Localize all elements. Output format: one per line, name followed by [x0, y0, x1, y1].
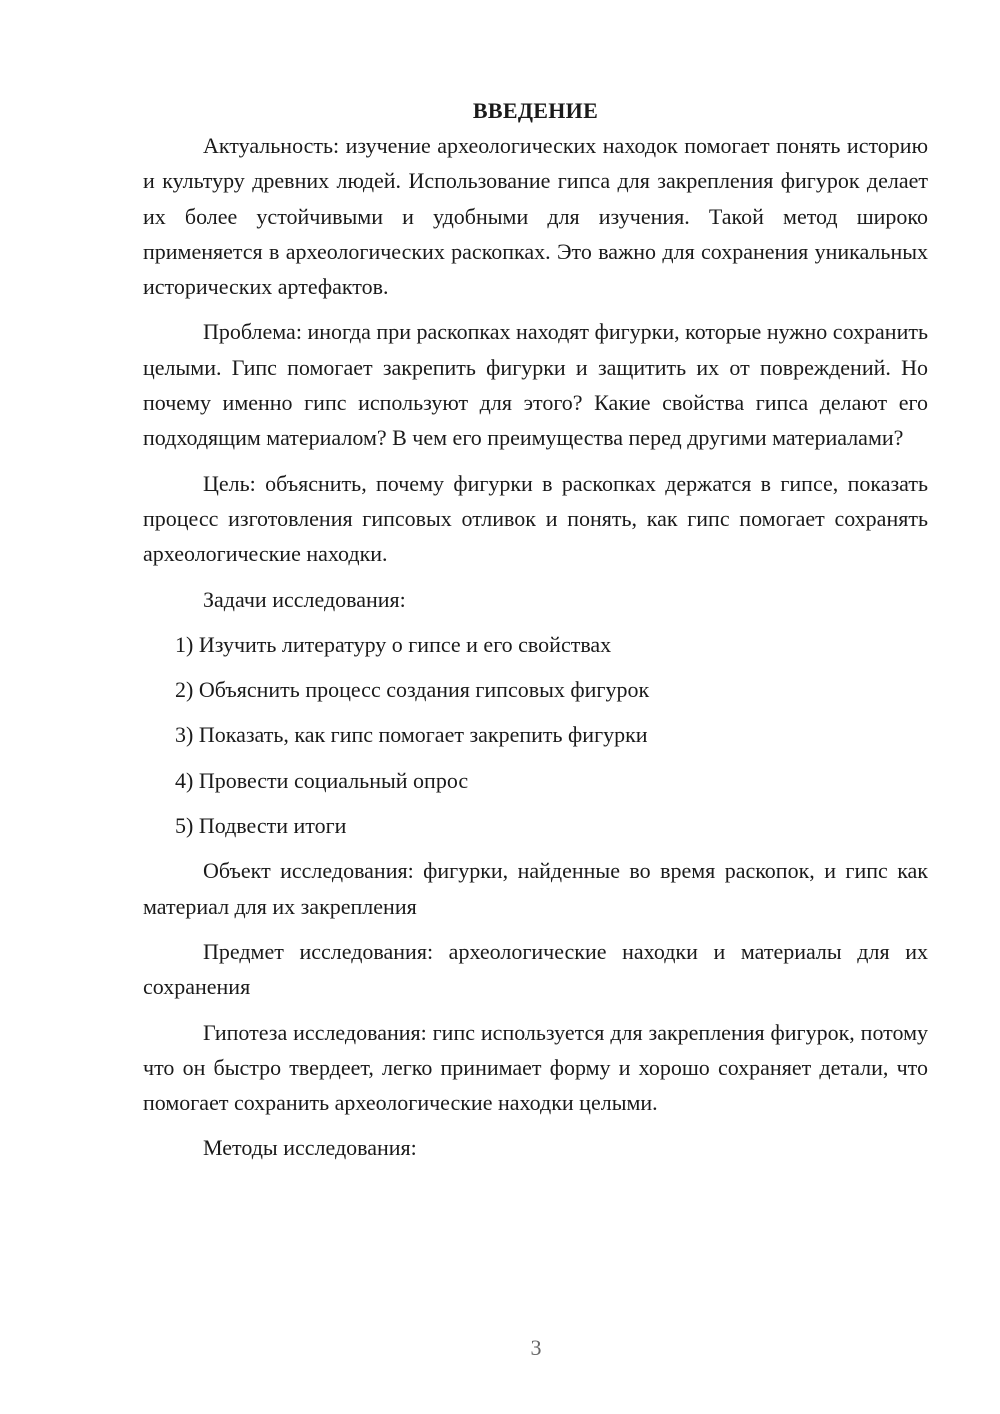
list-item: 1) Изучить литературу о гипсе и его свойствах: [175, 631, 612, 657]
list-item: 3) Показать, как гипс помогает закрепить фигурки: [175, 722, 648, 748]
page-number: 3: [530, 1335, 542, 1360]
document-page: [143, 93, 928, 1176]
paragraph-problem: Проблема: иногда при раскопках находят фигурки, которые нужно сохранить целыми. Гипс помогает закрепить фигурки и защитить их от повреждений. Но почему именно гипс используют для этого? Какие свойства гипса делают его подходящим материалом? В чем его преимущества перед другими материалами?: [143, 319, 928, 451]
page-title: ВВЕДЕНИЕ: [472, 98, 599, 123]
paragraph-hypothesis: Гипотеза исследования: гипс используется для закрепления фигурок, потому что он быстро твердеет, легко принимает форму и хорошо сохраняет детали, что помогает сохранить археологические находки целыми.: [143, 1019, 928, 1116]
tasks-list: [143, 627, 928, 843]
paragraph-methods-heading: Методы исследования:: [203, 1135, 417, 1161]
paragraph-object: Объект исследования: фигурки, найденные во время раскопок, и гипс как материал для их закрепления: [143, 858, 928, 919]
paragraph-subject: Предмет исследования: археологические находки и материалы для их сохранения: [143, 938, 928, 1000]
list-item: 4) Провести социальный опрос: [175, 767, 469, 793]
list-item: 5) Подвести итоги: [175, 813, 347, 839]
paragraph-tasks-heading: Задачи исследования:: [203, 586, 406, 612]
paragraph-goal: Цель: объяснить, почему фигурки в раскопках держатся в гипсе, показать процесс изготовления гипсовых отливок и понять, как гипс помогает сохранять археологические находки.: [143, 470, 928, 567]
list-item: 2) Объяснить процесс создания гипсовых фигурок: [175, 677, 650, 703]
paragraph-relevance: Актуальность: изучение археологических находок помогает понять историю и культуру древних людей. Использование гипса для закрепления фигурок делает их более устойчивыми и удобными для изучения. Такой метод широко применяется в археологических раскопках. Это важно для сохранения уникальных исторических артефактов.: [143, 133, 928, 300]
